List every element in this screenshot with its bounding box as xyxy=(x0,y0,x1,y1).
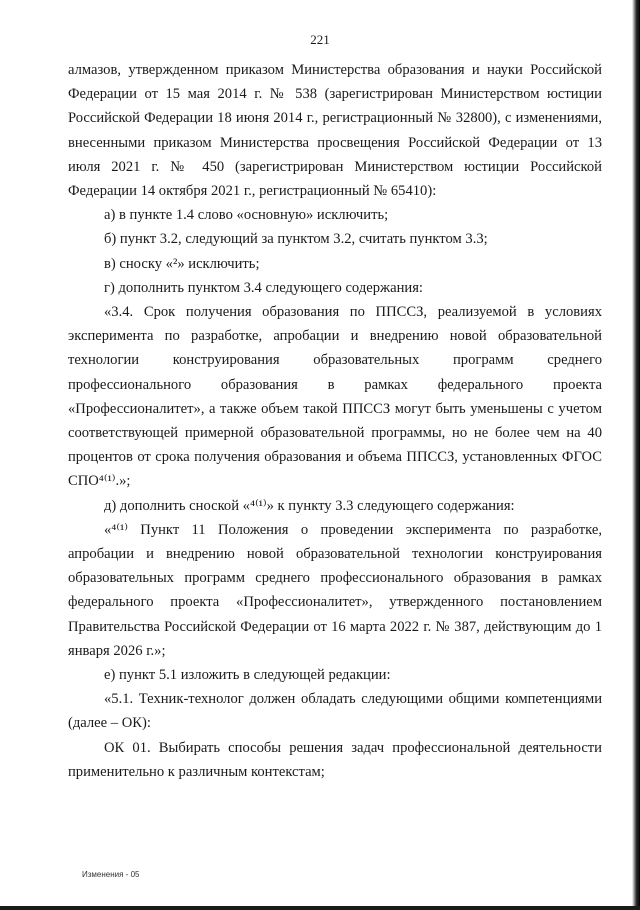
paragraph-item-a: а) в пункте 1.4 слово «основную» исключить; xyxy=(104,207,389,224)
paragraph-footnote-4-1: «⁴⁽¹⁾ Пункт 11 Положения о проведении эксперимента по разработке, апробации и внедрению новой образовательной технологии конструирования образовательных программ среднего профессионального образования в рамках федерального проекта «Профессионалитет», утвержденного постановлением Правительства Российской Федерации от 16 марта 2022 г. № 387, действующим до 1 января 2026 г.»; xyxy=(68,521,602,659)
paragraph-item-e: е) пункт 5.1 изложить в следующей редакции: xyxy=(104,667,391,684)
paragraph-item-g: г) дополнить пунктом 3.4 следующего содержания: xyxy=(104,279,423,296)
scan-edge-bottom xyxy=(0,906,640,910)
paragraph-item-d: д) дополнить сноской «⁴⁽¹⁾» к пункту 3.3 следующего содержания: xyxy=(104,497,515,514)
footer-revision-note: Изменения - 05 xyxy=(82,870,140,879)
page-number: 221 xyxy=(310,32,330,47)
paragraph-intro: алмазов, утвержденном приказом Министерства образования и науки Российской Федерации от 15 мая 2014 г. № 538 (зарегистрирован Министерством юстиции Российской Федерации 18 июня 2014 г., регистрационный № 32800), с изменениями, внесенными приказом Министерства просвещения Российской Федерации от 13 июля 2021 г. № 450 (зарегистрирован Министерством юстиции Российской Федерации 14 октября 2021 г., регистрационный № 65410): xyxy=(68,62,602,200)
scan-edge-right xyxy=(632,0,640,910)
paragraph-item-b: б) пункт 3.2, следующий за пунктом 3.2, считать пунктом 3.3; xyxy=(104,231,488,248)
paragraph-clause-5-1: «5.1. Техник-технолог должен обладать следующими общими компетенциями (далее – ОК): xyxy=(68,691,602,732)
paragraph-item-v: в) сноску «²» исключить; xyxy=(104,255,260,272)
document-body xyxy=(68,58,602,784)
paragraph-ok-01: ОК 01. Выбирать способы решения задач профессиональной деятельности применительно к различным контекстам; xyxy=(68,739,602,780)
paragraph-clause-3-4: «3.4. Срок получения образования по ППССЗ, реализуемой в условиях эксперимента по разработке, апробации и внедрению новой образовательной технологии конструирования образовательных программ среднего профессионального образования в рамках федерального проекта «Профессионалитет», а также объем такой ППССЗ могут быть уменьшены с учетом соответствующей примерной образовательной программы, но не более чем на 40 процентов от срока получения образования и объема ППССЗ, установленных ФГОС СПО⁴⁽¹⁾.»; xyxy=(68,304,602,490)
